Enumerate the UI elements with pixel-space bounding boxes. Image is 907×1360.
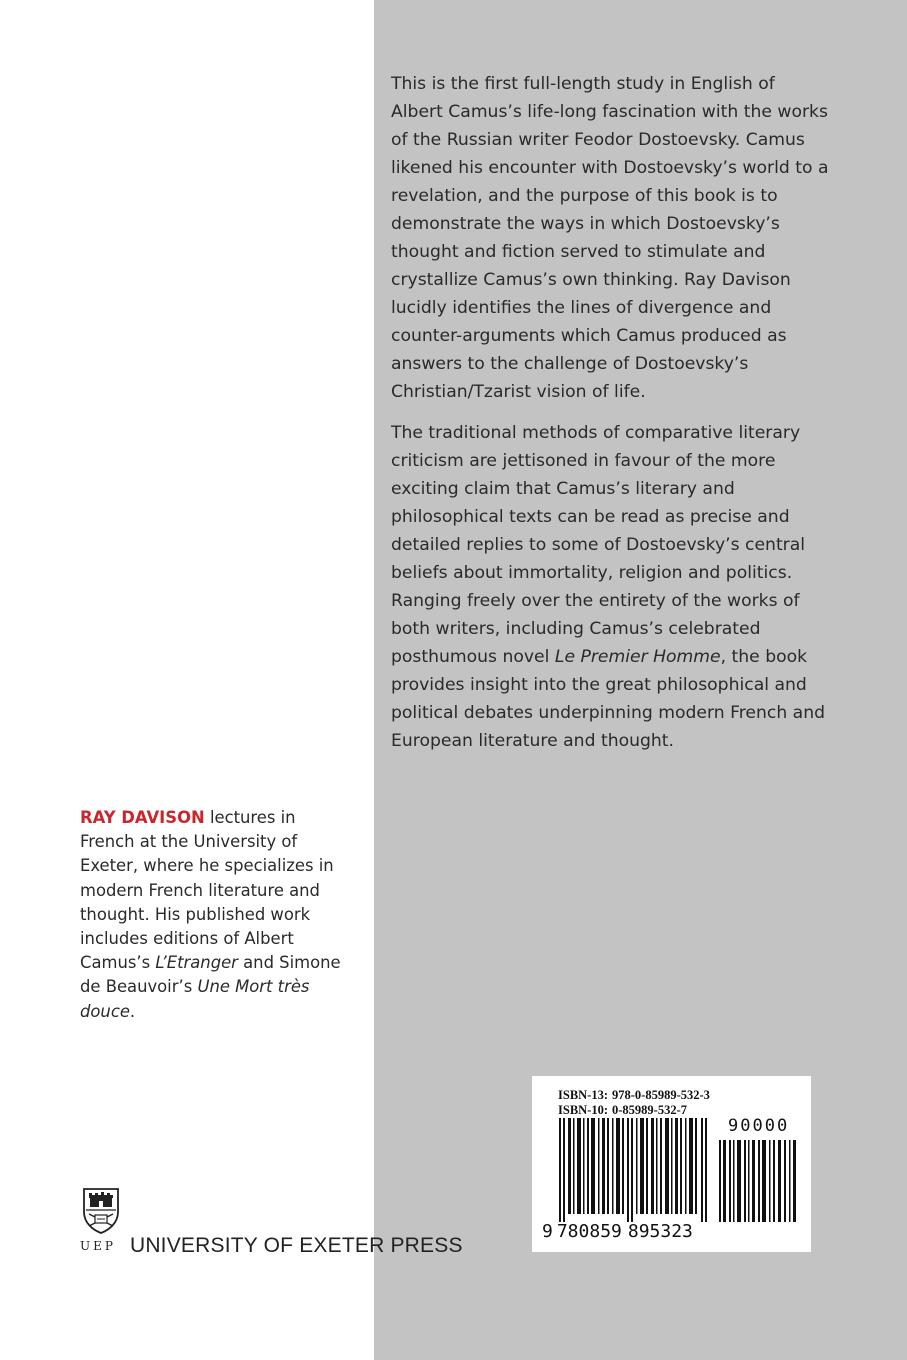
- ean-group-1: 780859: [556, 1221, 622, 1242]
- author-bio-text-3: .: [129, 1001, 136, 1021]
- ean-digits: [542, 1221, 693, 1242]
- isbn-10-value: 0-85989-532-7: [612, 1103, 687, 1117]
- isbn-13-line: [558, 1088, 710, 1103]
- isbn-10-label: ISBN-10:: [558, 1103, 609, 1117]
- publisher-name: UNIVERSITY OF EXETER PRESS: [129, 1234, 463, 1257]
- blurb-paragraph-2: [391, 419, 831, 755]
- ean-first-digit: 9: [542, 1221, 553, 1242]
- ean-barcode-icon: [558, 1118, 710, 1222]
- addon-barcode-icon: [717, 1140, 799, 1222]
- book-title-letranger: L’Etranger: [155, 953, 238, 973]
- blurb-paragraph-2-start: The traditional methods of comparative literary criticism are jettisoned in favour of the more exciting claim that Camus’s literary and philosophical texts can be read as precise and detailed replies to some of Dostoevsky’s central beliefs about immortality, religion and politics. Ranging freely over the entirety of the works of both writers, including Camus’s celebrated posthumous novel: [391, 423, 806, 667]
- book-title-une-mort: Une Mort très douce: [80, 977, 310, 1021]
- author-bio: [80, 806, 345, 1024]
- author-bio-text-1: lectures in French at the University of Exeter, where he specializes in modern French literature and thought. His published work includes editions of Albert Camus’s: [80, 808, 334, 973]
- castle-crest-icon: [81, 1186, 121, 1234]
- barcode-panel: [532, 1076, 811, 1252]
- blurb-text: [391, 70, 831, 768]
- ean-group-2: 895323: [627, 1221, 693, 1242]
- author-bio-text-2: and Simone de Beauvoir’s: [80, 953, 341, 997]
- addon-digits: 90000: [728, 1116, 790, 1136]
- publisher-line: [80, 1233, 463, 1259]
- isbn-13-label: ISBN-13:: [558, 1088, 609, 1102]
- blurb-paragraph-2-end: , the book provides insight into the great philosophical and political debates underpinning modern French and European literature and thought.: [391, 647, 826, 751]
- book-title-le-premier-homme: Le Premier Homme: [554, 647, 721, 667]
- author-name: RAY DAVISON: [80, 808, 205, 827]
- blurb-paragraph-1: This is the first full-length study in English of Albert Camus’s life-long fascination with the works of the Russian writer Feodor Dostoevsky. Camus likened his encounter with Dostoevsky’s world to a revelation, and the purpose of this book is to demonstrate the ways in which Dostoevsky’s thought and fiction served to stimulate and crystallize Camus’s own thinking. Ray Davison lucidly identifies the lines of divergence and counter-arguments which Camus produced as answers to the challenge of Dostoevsky’s Christian/Tzarist vision of life.: [391, 74, 829, 402]
- isbn-10-line: [558, 1103, 687, 1118]
- isbn-13-value: 978-0-85989-532-3: [612, 1088, 710, 1102]
- publisher-initials: UEP: [80, 1239, 116, 1253]
